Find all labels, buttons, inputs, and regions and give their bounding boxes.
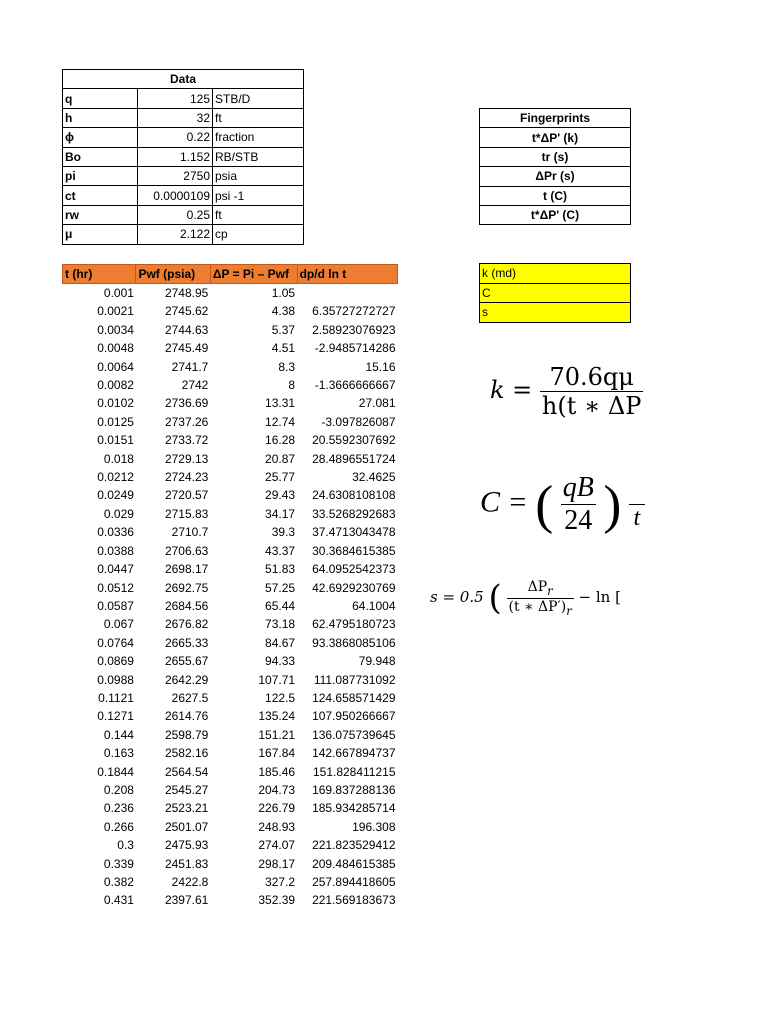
table-row [63,339,398,357]
param-unit[interactable]: fraction [213,128,304,147]
result-row [480,283,631,303]
cell-derivative[interactable]: 185.934285714 [312,801,396,816]
skin-formula [430,572,635,622]
fingerprint-row [480,147,631,166]
cell-time[interactable]: 0.0512 [97,580,134,595]
cell-derivative[interactable]: 169.837288136 [312,782,396,797]
table-row [63,394,398,412]
table-row [63,818,398,836]
param-value[interactable]: 32 [138,108,213,127]
cell-pwf[interactable]: 2729.13 [164,451,209,466]
table-row [63,781,398,799]
fingerprints-header-row [480,109,631,128]
cell-pwf[interactable]: 2724.23 [164,470,209,485]
cell-time[interactable]: 0.208 [103,782,134,797]
param-name[interactable]: μ [63,225,138,244]
cell-delta-p[interactable]: 25.77 [265,470,296,485]
result-row [480,303,631,323]
cell-pwf[interactable]: 2748.95 [164,286,209,300]
cell-delta-p[interactable]: 73.18 [265,617,296,632]
param-value[interactable]: 0.22 [138,128,213,147]
cell-delta-p[interactable]: 57.25 [265,580,296,595]
formula-k-lhs: k = [490,376,533,404]
table-row [63,450,398,468]
formula-c-left-paren: ( [535,474,554,535]
data-table-title: Data [63,70,304,89]
cell-delta-p[interactable]: 51.83 [265,562,296,577]
cell-time[interactable]: 0.0249 [97,488,134,503]
fingerprints-table [479,108,631,225]
cell-pwf[interactable]: 2642.29 [164,672,209,687]
cell-derivative[interactable]: -1.3666666667 [314,378,396,393]
cell-pwf[interactable]: 2627.5 [171,690,209,705]
table-row [63,321,398,339]
param-unit[interactable]: STB/D [213,89,304,108]
cell-time[interactable]: 0.0336 [97,525,134,540]
formula-c-right-paren: ) [603,474,622,535]
cell-delta-p[interactable]: 135.24 [258,709,296,724]
cell-time[interactable]: 0.0102 [97,396,134,411]
param-name[interactable]: ct [63,186,138,205]
results-table [479,263,631,323]
data-table-row [63,166,304,185]
cell-delta-p[interactable]: 327.2 [265,875,296,889]
cell-time[interactable]: 0.0048 [97,341,134,356]
cell-time[interactable]: 0.0764 [97,635,134,650]
cell-derivative[interactable]: -3.097826087 [321,414,396,429]
cell-time[interactable]: 0.0125 [97,414,134,429]
cell-pwf[interactable]: 2501.07 [164,819,209,834]
cell-derivative[interactable]: 124.658571429 [312,690,396,705]
formula-c-numerator: qB [562,472,594,503]
cell-pwf[interactable]: 2745.62 [164,304,209,319]
table-row [63,652,398,670]
formula-s-numerator: ΔP [527,578,548,595]
table-row [63,707,398,725]
cell-time[interactable]: 0.1121 [98,690,134,705]
cell-time[interactable]: 0.0388 [97,543,134,558]
table-row [63,505,398,523]
param-value[interactable]: 1.152 [138,147,213,166]
cell-delta-p[interactable]: 65.44 [265,598,296,613]
cell-time[interactable]: 0.029 [103,506,134,521]
param-name[interactable]: q [63,89,138,108]
table-row [63,744,398,762]
cell-pwf[interactable]: 2715.83 [164,506,209,521]
header-derivative[interactable]: dp/d ln t [297,265,397,284]
header-pwf[interactable]: Pwf (psia) [136,265,210,284]
formula-c-lhs: C = [480,485,528,519]
cell-delta-p[interactable]: 84.67 [265,635,296,650]
param-unit[interactable]: psi -1 [213,186,304,205]
cell-delta-p[interactable]: 20.87 [265,451,296,466]
cell-derivative[interactable]: 257.894418605 [312,875,396,889]
fingerprint-label[interactable]: ΔPr (s) [480,167,631,186]
cell-derivative[interactable]: 27.081 [358,396,396,411]
formula-s-tail: − ln [ [578,588,621,606]
cell-time[interactable]: 0.236 [103,801,134,816]
pressure-data-table [62,264,398,910]
cell-derivative[interactable]: 111.087731092 [313,672,396,687]
cell-time[interactable]: 0.0034 [97,322,134,337]
cell-pwf[interactable]: 2614.76 [164,709,209,724]
cell-time[interactable]: 0.0587 [97,598,134,613]
data-table-header-row [63,70,304,89]
data-table-row [63,108,304,127]
cell-pwf[interactable]: 2475.93 [164,838,209,853]
param-name[interactable]: rw [63,205,138,224]
param-unit[interactable]: ft [213,205,304,224]
table-row [63,763,398,781]
cell-pwf[interactable]: 2397.61 [164,893,209,908]
table-row [63,855,398,873]
cell-pwf[interactable]: 2582.16 [164,746,209,761]
param-name[interactable]: pi [63,166,138,185]
cell-time[interactable]: 0.3 [117,838,134,853]
data-table-row [63,225,304,244]
cell-pwf[interactable]: 2745.49 [164,341,209,356]
cell-delta-p[interactable]: 13.31 [265,396,296,411]
cell-time[interactable]: 0.339 [103,856,134,871]
fingerprint-label[interactable]: t*ΔP' (k) [480,128,631,147]
cell-pwf[interactable]: 2422.8 [171,875,209,889]
table-row [63,560,398,578]
fingerprints-title: Fingerprints [480,109,631,128]
data-table-row [63,186,304,205]
table-row [63,873,398,891]
table-row [63,358,398,376]
cell-derivative[interactable]: 221.823529412 [312,838,396,853]
cell-delta-p[interactable]: 8 [288,378,296,393]
cell-time[interactable]: 0.0988 [97,672,134,687]
cell-pwf[interactable]: 2655.67 [164,654,209,669]
table-row [63,597,398,615]
table-row [63,836,398,854]
table-row [63,689,398,707]
param-value[interactable]: 125 [138,89,213,108]
cell-pwf[interactable]: 2744.63 [164,322,209,337]
cell-time[interactable]: 0.0082 [97,378,134,393]
cell-pwf[interactable]: 2706.63 [164,543,209,558]
cell-delta-p[interactable]: 34.17 [265,506,296,521]
cell-derivative[interactable]: 136.075739645 [312,727,396,742]
formula-s-left-paren: ( [488,578,502,618]
cell-derivative[interactable]: 24.6308108108 [312,488,396,503]
table-row [63,891,398,909]
formula-s-lhs: s = 0.5 [430,588,484,606]
cell-delta-p[interactable]: 16.28 [265,433,296,448]
result-label[interactable]: s [480,303,631,323]
cell-delta-p[interactable]: 151.21 [258,727,296,742]
cell-delta-p[interactable]: 274.07 [258,838,296,853]
table-row [63,615,398,633]
cell-time[interactable]: 0.1271 [97,709,134,724]
cell-delta-p[interactable]: 298.17 [258,856,296,871]
cell-derivative[interactable]: 196.308 [352,819,396,834]
formula-s-numerator-sub: r [547,583,553,598]
cell-pwf[interactable]: 2698.17 [164,562,209,577]
formula-k-numerator: 70.6qμ [540,363,644,392]
cell-delta-p[interactable]: 185.46 [258,764,296,779]
table-row [63,284,398,303]
fingerprint-label[interactable]: tr (s) [480,147,631,166]
fingerprint-row [480,186,631,205]
cell-derivative[interactable]: 62.4795180723 [312,617,396,632]
cell-delta-p[interactable]: 204.73 [258,782,296,797]
cell-time[interactable]: 0.163 [103,746,134,761]
cell-derivative[interactable]: 15.16 [365,359,396,374]
cell-time[interactable]: 0.0869 [97,654,134,669]
cell-derivative[interactable]: 64.0952542373 [312,562,396,577]
cell-derivative[interactable]: 20.5592307692 [312,433,396,448]
cell-pwf[interactable]: 2684.56 [164,598,209,613]
formula-s-denominator: (t ∗ ΔP′) [508,598,567,615]
storage-formula [480,470,641,540]
cell-pwf[interactable]: 2665.33 [164,635,209,650]
cell-time[interactable]: 0.0151 [97,433,134,448]
param-name[interactable]: h [63,108,138,127]
fingerprint-label[interactable]: t (C) [480,186,631,205]
cell-delta-p[interactable]: 352.39 [258,893,296,908]
cell-pwf[interactable]: 2676.82 [164,617,209,632]
cell-pwf[interactable]: 2451.83 [164,856,209,871]
cell-derivative[interactable]: 33.5268292683 [312,506,396,521]
cell-derivative[interactable]: 42.6929230769 [312,580,396,595]
cell-pwf[interactable]: 2741.7 [171,359,209,374]
cell-derivative[interactable]: 79.948 [358,654,396,669]
cell-derivative[interactable]: 142.667894737 [312,746,396,761]
param-unit[interactable]: RB/STB [213,147,304,166]
cell-delta-p[interactable]: 29.43 [265,488,296,503]
data-table-row [63,147,304,166]
table-row [63,486,398,504]
formula-c-tail: t [633,505,641,531]
cell-delta-p[interactable]: 248.93 [258,819,296,834]
fingerprint-row [480,128,631,147]
cell-delta-p[interactable]: 226.79 [258,801,296,816]
cell-delta-p[interactable]: 167.84 [258,746,296,761]
table-row [63,376,398,394]
data-table-row [63,128,304,147]
fingerprint-label[interactable]: t*ΔP' (C) [480,205,631,224]
formula-k-denominator: h(t ∗ ΔP [541,392,642,420]
table-row [63,468,398,486]
data-table [62,69,304,245]
cell-time[interactable]: 0.0064 [97,359,134,374]
table-row [63,431,398,449]
cell-derivative[interactable]: 209.484615385 [312,856,396,871]
permeability-formula [490,355,642,435]
formula-s-denominator-sub: r [566,603,572,618]
cell-pwf[interactable]: 2692.75 [164,580,209,595]
cell-time[interactable]: 0.266 [103,819,134,834]
param-unit[interactable]: ft [213,108,304,127]
cell-time[interactable]: 0.067 [103,617,134,632]
cell-pwf[interactable]: 2742 [181,378,209,393]
header-delta-p[interactable]: ΔP = Pi – Pwf [210,265,297,284]
fingerprint-row [480,205,631,224]
cell-pwf[interactable]: 2733.72 [164,433,209,448]
cell-derivative[interactable]: 107.950266667 [312,709,396,724]
cell-time[interactable]: 0.0447 [97,562,134,577]
cell-derivative[interactable]: 151.828411215 [312,764,396,779]
cell-time[interactable]: 0.1844 [97,764,134,779]
cell-derivative[interactable]: 28.4896551724 [312,451,396,466]
table-row [63,413,398,431]
param-value[interactable]: 2.122 [138,225,213,244]
cell-derivative[interactable] [297,284,397,303]
cell-delta-p[interactable]: 12.74 [265,414,296,429]
cell-pwf[interactable]: 2564.54 [164,764,209,779]
cell-derivative[interactable]: 30.3684615385 [312,543,396,558]
table-row [63,799,398,817]
cell-delta-p[interactable]: 4.38 [271,304,296,319]
cell-pwf[interactable]: 2598.79 [164,727,209,742]
fingerprint-row [480,167,631,186]
table-row [63,523,398,541]
cell-pwf[interactable]: 2710.7 [171,525,209,540]
table-row [63,302,398,320]
param-unit[interactable]: cp [213,225,304,244]
cell-pwf[interactable]: 2737.26 [164,414,209,429]
param-name[interactable]: ϕ [63,128,138,147]
cell-time[interactable]: 0.001 [103,286,134,300]
cell-delta-p[interactable]: 122.5 [265,690,296,705]
cell-derivative[interactable]: 6.35727272727 [312,304,396,319]
cell-delta-p[interactable]: 107.71 [258,672,296,687]
cell-delta-p[interactable]: 39.3 [271,525,296,540]
cell-pwf[interactable]: 2720.57 [164,488,209,503]
cell-delta-p[interactable]: 43.37 [265,543,296,558]
param-value[interactable]: 0.0000109 [138,186,213,205]
result-label[interactable]: k (md) [480,264,631,284]
cell-delta-p[interactable]: 1.05 [271,286,296,300]
result-row [480,264,631,284]
cell-time[interactable]: 0.431 [103,893,134,908]
cell-derivative[interactable]: 221.569183673 [312,893,396,908]
pressure-data-header-row [63,265,398,284]
cell-time[interactable]: 0.144 [103,727,134,742]
cell-delta-p[interactable]: 8.3 [278,359,296,374]
data-table-row [63,205,304,224]
table-row [63,542,398,560]
cell-pwf[interactable]: 2545.27 [164,782,209,797]
result-label[interactable]: C [480,283,631,303]
cell-delta-p[interactable]: 94.33 [265,654,296,669]
table-row [63,634,398,652]
cell-pwf[interactable]: 2736.69 [164,396,209,411]
table-row [63,579,398,597]
cell-derivative[interactable]: 32.4625 [352,470,396,485]
header-time[interactable]: t (hr) [63,265,136,284]
cell-derivative[interactable]: 2.58923076923 [312,322,396,337]
formula-c-denominator: 24 [564,505,593,536]
param-value[interactable]: 2750 [138,166,213,185]
cell-time[interactable]: 0.018 [103,451,134,466]
param-unit[interactable]: psia [213,166,304,185]
cell-time[interactable]: 0.382 [103,875,134,889]
cell-derivative[interactable]: 37.4713043478 [312,525,396,540]
data-table-row [63,89,304,108]
param-value[interactable]: 0.25 [138,205,213,224]
cell-time[interactable]: 0.0212 [97,470,134,485]
cell-time[interactable]: 0.0021 [97,304,134,319]
table-row [63,726,398,744]
cell-derivative[interactable]: 64.1004 [352,598,396,613]
cell-derivative[interactable]: -2.9485714286 [314,341,396,356]
cell-pwf[interactable]: 2523.21 [164,801,209,816]
cell-derivative[interactable]: 93.3868085106 [312,635,396,650]
table-row [63,671,398,689]
cell-delta-p[interactable]: 5.37 [271,322,296,337]
cell-delta-p[interactable]: 4.51 [271,341,296,356]
param-name[interactable]: Bo [63,147,138,166]
